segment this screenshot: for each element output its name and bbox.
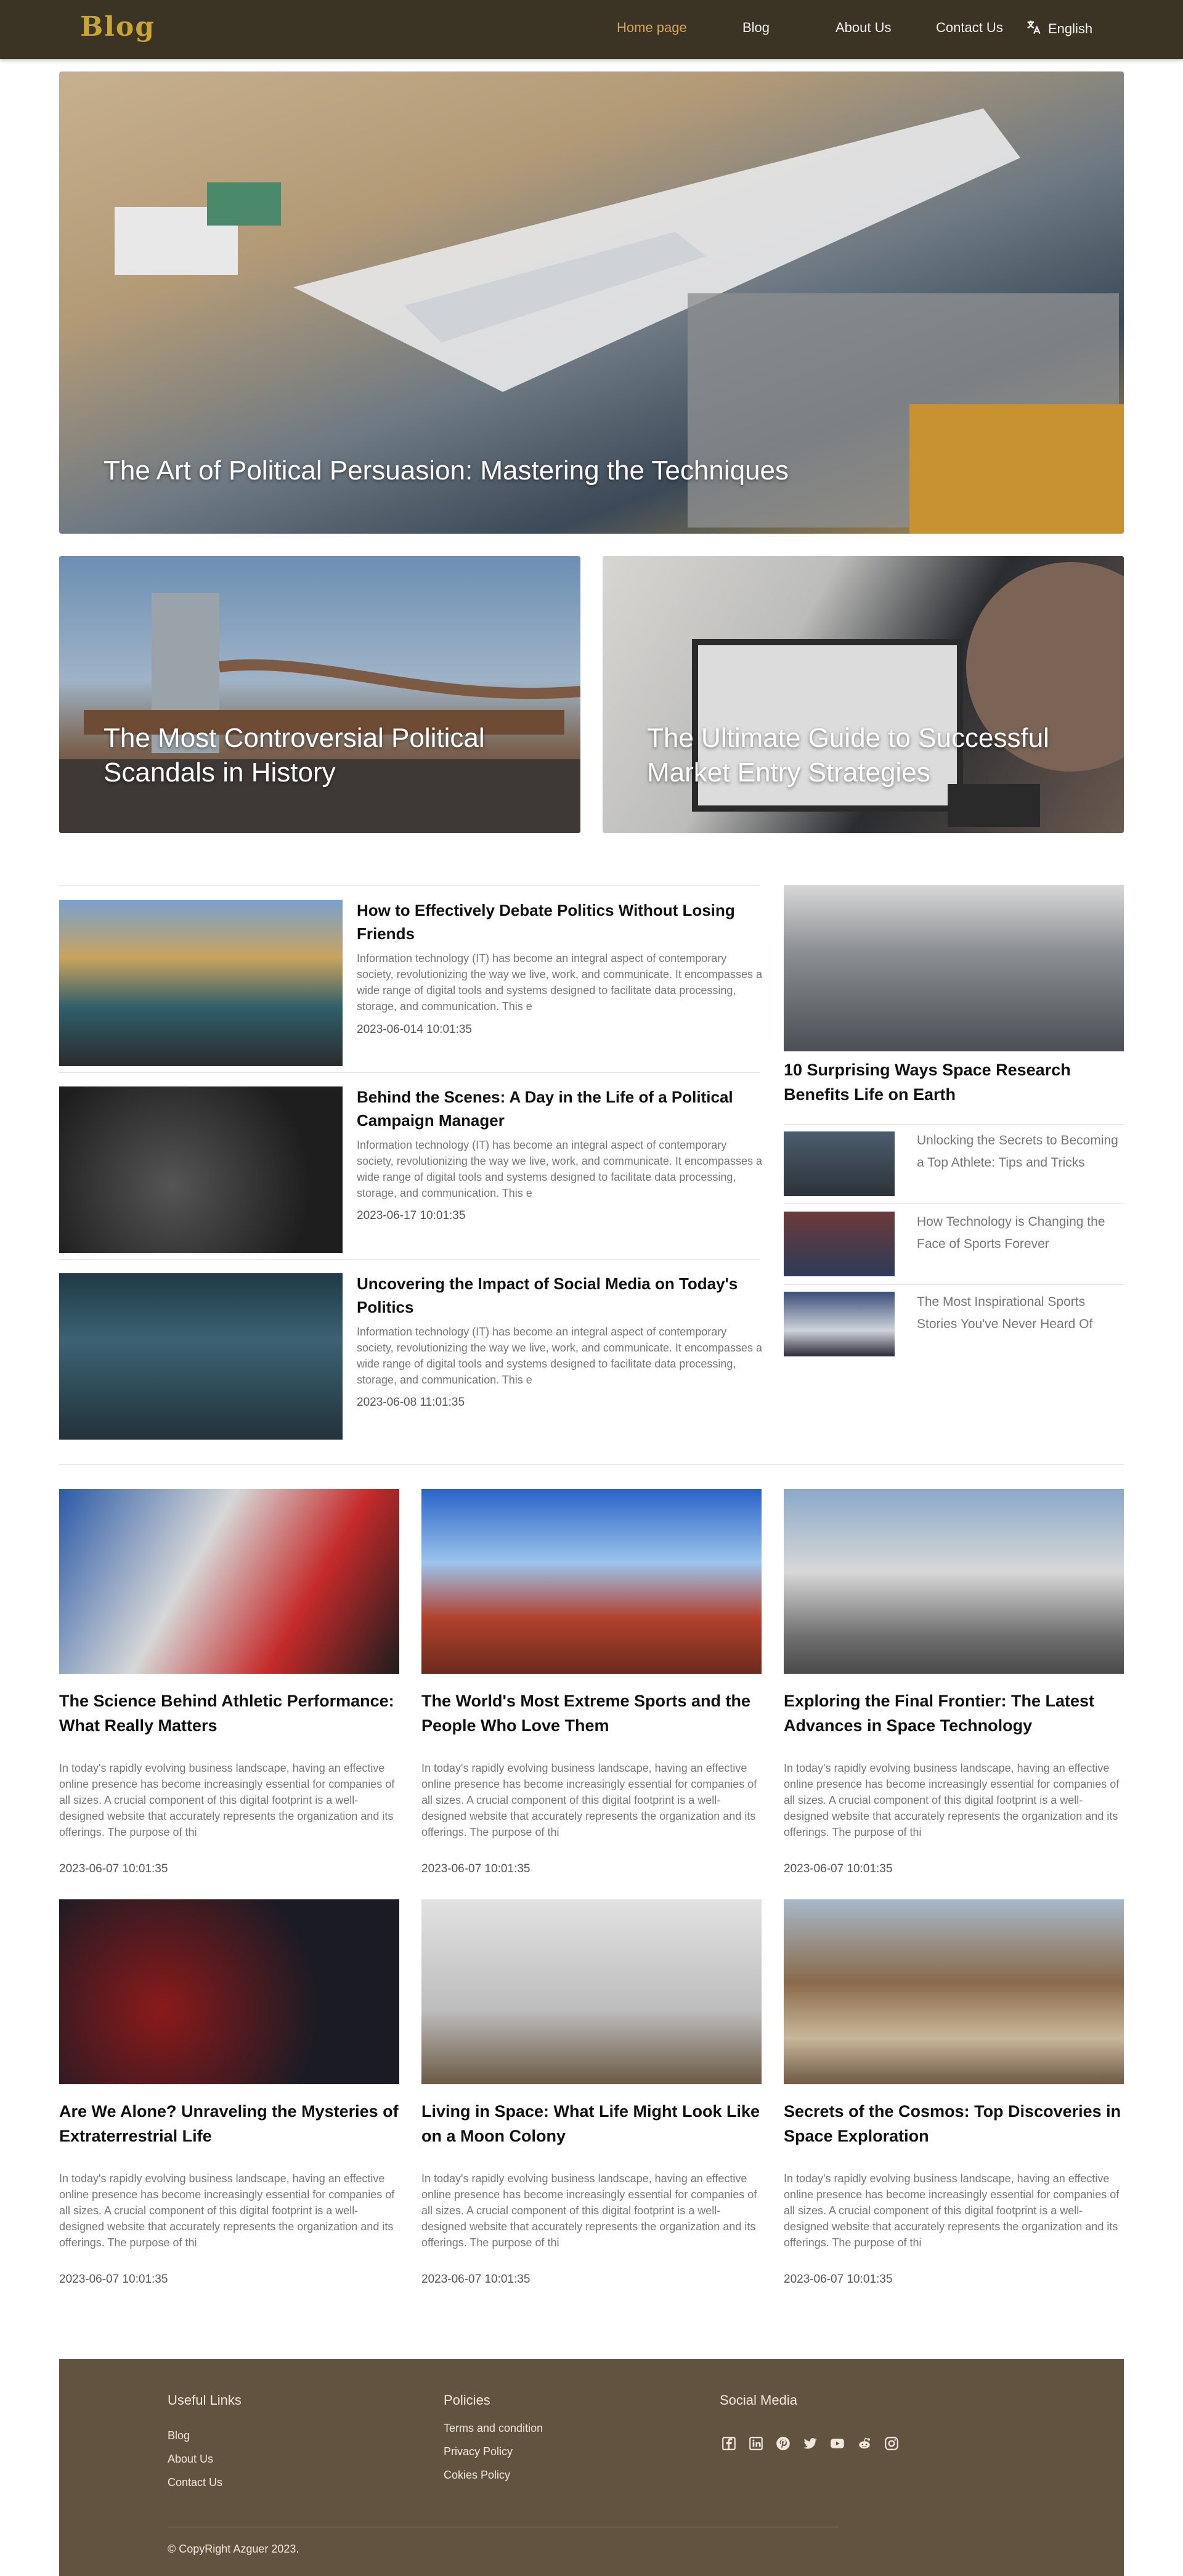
translate-icon	[1025, 18, 1042, 39]
pinterest-icon[interactable]	[774, 2434, 792, 2453]
footer-link-terms[interactable]: Terms and condition	[444, 2422, 543, 2434]
grid-desc-3: In today's rapidly evolving business landscape, having an effective online presence has become increasingly essential for companies of all sizes. A crucial component of this digital footprint is a well-designed website that accurately represents the organization and its offerings. The purpose of thi	[784, 1762, 1120, 1838]
divider	[784, 1124, 1124, 1125]
grid-title-6[interactable]: Secrets of the Cosmos: Top Discoveries in Space Exploration	[784, 2102, 1121, 2145]
grid-date-3: 2023-06-07 10:01:35	[784, 1862, 893, 1875]
footer-link-blog[interactable]: Blog	[168, 2429, 190, 2442]
grid-image-3[interactable]	[784, 1489, 1124, 1674]
article-date-2: 2023-06-17 10:01:35	[357, 1209, 466, 1222]
footer-policies-heading: Policies	[444, 2392, 490, 2408]
divider	[59, 1259, 760, 1260]
grid-image-2[interactable]	[421, 1489, 762, 1674]
facebook-icon[interactable]	[720, 2434, 738, 2453]
grid-title-5[interactable]: Living in Space: What Life Might Look Like on a Moon Colony	[421, 2102, 760, 2145]
nav-contact[interactable]: Contact Us	[936, 20, 1003, 35]
grid-date-5: 2023-06-07 10:01:35	[421, 2273, 531, 2286]
site-footer	[59, 2359, 1124, 2576]
footer-social-icons	[720, 2434, 901, 2453]
grid-title-4[interactable]: Are We Alone? Unraveling the Mysteries of Extraterrestrial Life	[59, 2102, 399, 2145]
article-date-1: 2023-06-014 10:01:35	[357, 1023, 472, 1036]
nav-about[interactable]: About Us	[835, 20, 892, 35]
sidebar-link-3[interactable]: The Most Inspirational Sports Stories You've Never Heard Of	[917, 1295, 1093, 1331]
grid-image-4[interactable]	[59, 1899, 399, 2084]
grid-desc-5: In today's rapidly evolving business landscape, having an effective online presence has become increasingly essential for companies of all sizes. A crucial component of this digital footprint is a well-designed website that accurately represents the organization and its offerings. The purpose of thi	[421, 2172, 757, 2249]
article-title-1[interactable]: How to Effectively Debate Politics Without Losing Friends	[357, 901, 735, 943]
site-logo[interactable]: Blog	[80, 11, 156, 43]
youtube-icon[interactable]	[828, 2434, 847, 2453]
footer-link-privacy[interactable]: Privacy Policy	[444, 2445, 513, 2458]
footer-useful-links-heading: Useful Links	[168, 2392, 242, 2408]
grid-title-2[interactable]: The World's Most Extreme Sports and the People Who Love Them	[421, 1692, 751, 1735]
grid-title-1[interactable]: The Science Behind Athletic Performance: What Really Matters	[59, 1692, 394, 1735]
grid-date-6: 2023-06-07 10:01:35	[784, 2273, 893, 2286]
grid-desc-6: In today's rapidly evolving business landscape, having an effective online presence has become increasingly essential for companies of all sizes. A crucial component of this digital footprint is a well-designed website that accurately represents the organization and its offerings. The purpose of thi	[784, 2172, 1120, 2249]
grid-date-1: 2023-06-07 10:01:35	[59, 1862, 168, 1875]
grid-desc-2: In today's rapidly evolving business landscape, having an effective online presence has become increasingly essential for companies of all sizes. A crucial component of this digital footprint is a well-designed website that accurately represents the organization and its offerings. The purpose of thi	[421, 1762, 757, 1838]
sidebar-main-image[interactable]	[784, 885, 1124, 1051]
article-thumb-3[interactable]	[59, 1273, 343, 1440]
hero-card[interactable]	[59, 71, 1124, 534]
article-date-3: 2023-06-08 11:01:35	[357, 1396, 465, 1409]
divider	[784, 1284, 1124, 1285]
language-label: English	[1048, 21, 1093, 36]
linkedin-icon[interactable]	[747, 2434, 765, 2453]
divider	[59, 885, 760, 886]
divider	[59, 1464, 1124, 1465]
footer-link-contact[interactable]: Contact Us	[168, 2476, 223, 2488]
grid-desc-1: In today's rapidly evolving business landscape, having an effective online presence has become increasingly essential for companies of all sizes. A crucial component of this digital footprint is a well-designed website that accurately represents the organization and its offerings. The purpose of thi	[59, 1762, 395, 1838]
article-thumb-1[interactable]	[59, 900, 343, 1066]
grid-image-1[interactable]	[59, 1489, 399, 1674]
article-desc-1: Information technology (IT) has become an integral aspect of contemporary society, revolutionizing the way we live, work, and communicate. It encompasses a wide range of digital tools and systems designed to facilitate data processing, storage, and communication. This e	[357, 952, 762, 1013]
footer-copyright: © CopyRight Azguer 2023.	[168, 2543, 299, 2555]
sidebar-thumb-3[interactable]	[784, 1292, 895, 1356]
featured-card-1[interactable]	[59, 556, 580, 833]
divider	[59, 1072, 760, 1073]
featured-title-2[interactable]: The Ultimate Guide to Successful Market Entry Strategies	[647, 723, 1049, 788]
sidebar-link-1[interactable]: Unlocking the Secrets to Becoming a Top Athlete: Tips and Tricks	[917, 1133, 1118, 1170]
article-title-2[interactable]: Behind the Scenes: A Day in the Life of a Political Campaign Manager	[357, 1088, 733, 1130]
article-desc-2: Information technology (IT) has become an integral aspect of contemporary society, revolutionizing the way we live, work, and communicate. It encompasses a wide range of digital tools and systems designed to facilitate data processing, storage, and communication. This e	[357, 1139, 762, 1199]
twitter-icon[interactable]	[801, 2434, 819, 2453]
featured-image-2	[603, 556, 1124, 833]
grid-date-2: 2023-06-07 10:01:35	[421, 1862, 531, 1875]
footer-link-cookies[interactable]: Cokies Policy	[444, 2469, 511, 2481]
site-header	[0, 0, 1183, 59]
nav-home[interactable]: Home page	[617, 20, 687, 35]
featured-card-2[interactable]	[603, 556, 1124, 833]
language-selector[interactable]	[1025, 18, 1092, 39]
sidebar-main-title[interactable]: 10 Surprising Ways Space Research Benefits Life on Earth	[784, 1061, 1071, 1104]
grid-image-5[interactable]	[421, 1899, 762, 2084]
sidebar-thumb-2[interactable]	[784, 1212, 895, 1276]
hero-title[interactable]: The Art of Political Persuasion: Mastering the Techniques	[104, 455, 789, 486]
featured-image-1	[59, 556, 580, 833]
article-thumb-2[interactable]	[59, 1086, 343, 1253]
reddit-icon[interactable]	[855, 2434, 874, 2453]
featured-title-1[interactable]: The Most Controversial Political Scandals in History	[104, 723, 485, 788]
grid-image-6[interactable]	[784, 1899, 1124, 2084]
article-desc-3: Information technology (IT) has become an integral aspect of contemporary society, revolutionizing the way we live, work, and communicate. It encompasses a wide range of digital tools and systems designed to facilitate data processing, storage, and communication. This e	[357, 1326, 762, 1386]
divider	[784, 1203, 1124, 1204]
grid-title-3[interactable]: Exploring the Final Frontier: The Latest Advances in Space Technology	[784, 1692, 1095, 1735]
nav-blog[interactable]: Blog	[742, 20, 770, 35]
grid-desc-4: In today's rapidly evolving business landscape, having an effective online presence has become increasingly essential for companies of all sizes. A crucial component of this digital footprint is a well-designed website that accurately represents the organization and its offerings. The purpose of thi	[59, 2172, 395, 2249]
sidebar-link-2[interactable]: How Technology is Changing the Face of Sports Forever	[917, 1215, 1105, 1251]
article-title-3[interactable]: Uncovering the Impact of Social Media on Today's Politics	[357, 1274, 738, 1316]
sidebar-thumb-1[interactable]	[784, 1131, 895, 1196]
footer-link-about[interactable]: About Us	[168, 2453, 214, 2465]
footer-social-heading: Social Media	[720, 2392, 797, 2408]
grid-date-4: 2023-06-07 10:01:35	[59, 2273, 168, 2286]
instagram-icon[interactable]	[882, 2434, 901, 2453]
